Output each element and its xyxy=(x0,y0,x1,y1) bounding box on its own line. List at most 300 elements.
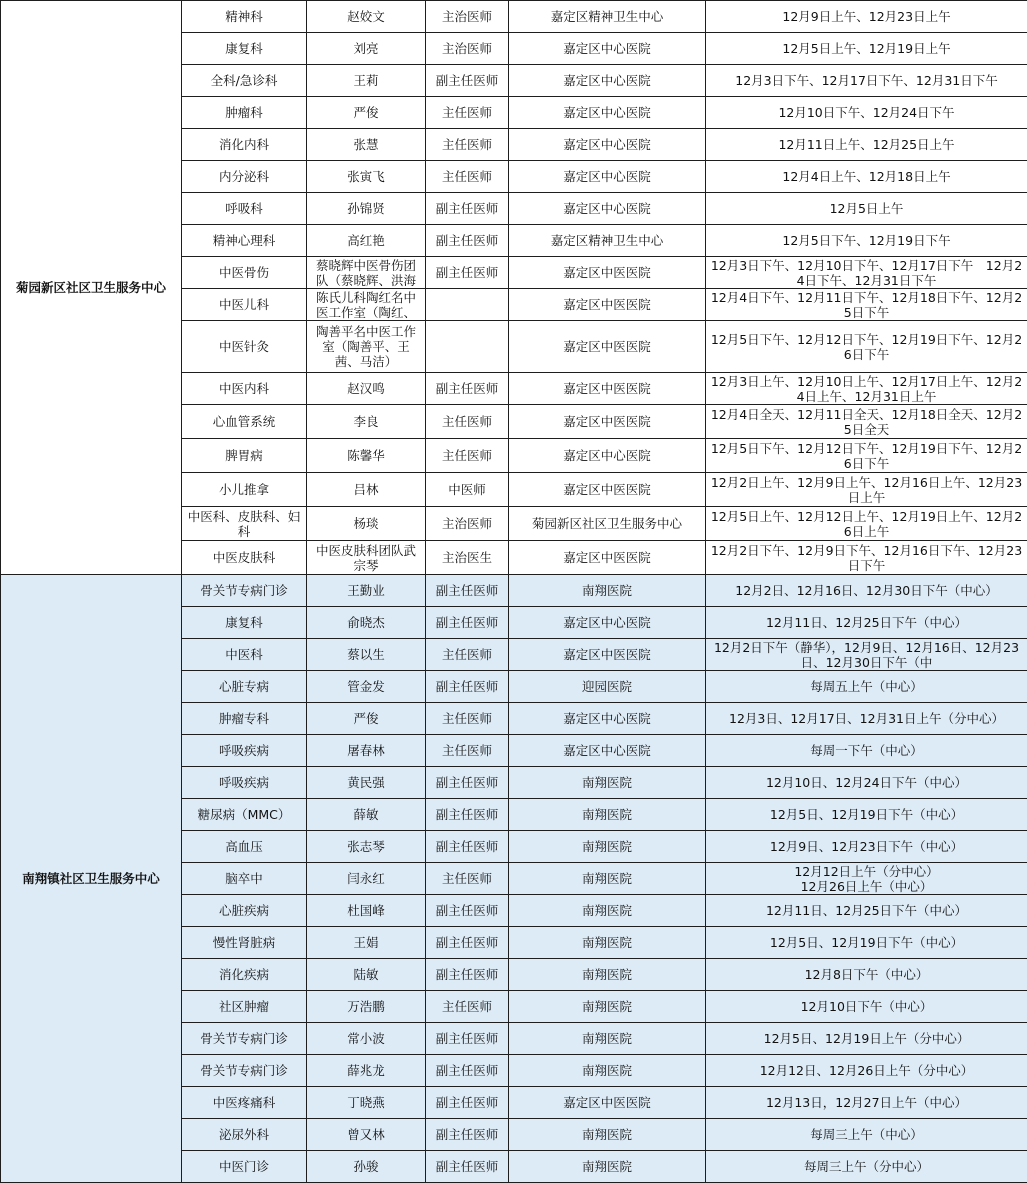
hospital-cell xyxy=(509,831,706,863)
doctor-cell xyxy=(307,507,426,541)
center-name-cell: 菊园新区社区卫生服务中心 xyxy=(1,1,182,575)
doctor-cell-text: 常小波 xyxy=(311,1031,421,1046)
department-cell-text: 中医内科 xyxy=(186,381,302,396)
hospital-cell-text: 嘉定区中医医院 xyxy=(513,414,701,429)
department-cell-text: 脾胃病 xyxy=(186,448,302,463)
doctor-cell-text: 李良 xyxy=(311,414,421,429)
title-cell-text: 副主任医师 xyxy=(430,73,504,88)
schedule-cell-text: 12月11日、12月25日下午（中心） xyxy=(710,903,1023,918)
schedule-cell-text: 每周五上午（中心） xyxy=(710,679,1023,694)
schedule-cell xyxy=(706,1023,1027,1055)
title-cell-text: 副主任医师 xyxy=(430,265,504,280)
department-cell xyxy=(182,831,307,863)
department-cell xyxy=(182,1151,307,1183)
doctor-cell-text: 管金发 xyxy=(311,679,421,694)
title-cell-text: 副主任医师 xyxy=(430,233,504,248)
schedule-cell xyxy=(706,1151,1027,1183)
hospital-cell xyxy=(509,225,706,257)
title-cell-text: 副主任医师 xyxy=(430,201,504,216)
hospital-cell xyxy=(509,289,706,321)
title-cell-text: 副主任医师 xyxy=(430,1063,504,1078)
doctor-cell xyxy=(307,405,426,439)
department-cell xyxy=(182,405,307,439)
title-cell xyxy=(426,1087,509,1119)
department-cell xyxy=(182,33,307,65)
hospital-cell-text: 南翔医院 xyxy=(513,807,701,822)
schedule-cell xyxy=(706,575,1027,607)
hospital-cell-text: 南翔医院 xyxy=(513,999,701,1014)
hospital-cell-text: 嘉定区中心医院 xyxy=(513,201,701,216)
doctor-cell xyxy=(307,959,426,991)
doctor-cell xyxy=(307,1151,426,1183)
hospital-cell xyxy=(509,1119,706,1151)
department-cell xyxy=(182,193,307,225)
department-cell-text: 中医科、皮肤科、妇科 xyxy=(186,509,302,539)
doctor-cell xyxy=(307,373,426,405)
department-cell-text: 心脏专病 xyxy=(186,679,302,694)
hospital-cell-text: 嘉定区中心医院 xyxy=(513,743,701,758)
title-cell-text: 主任医师 xyxy=(430,871,504,886)
schedule-cell-text: 12月3日下午、12月10日下午、12月17日下午 12月24日下午、12月31日下午 xyxy=(710,258,1023,288)
hospital-cell xyxy=(509,321,706,373)
hospital-cell-text: 嘉定区中医医院 xyxy=(513,265,701,280)
schedule-cell-text: 12月9日、12月23日下午（中心） xyxy=(710,839,1023,854)
doctor-cell-text: 赵汉鸣 xyxy=(311,381,421,396)
hospital-cell xyxy=(509,33,706,65)
doctor-cell-text: 黄民强 xyxy=(311,775,421,790)
schedule-cell-text: 12月2日、12月16日、12月30日下午（中心） xyxy=(710,583,1023,598)
hospital-cell xyxy=(509,863,706,895)
doctor-cell xyxy=(307,607,426,639)
department-cell-text: 中医科 xyxy=(186,647,302,662)
title-cell-text: 副主任医师 xyxy=(430,381,504,396)
hospital-cell-text: 南翔医院 xyxy=(513,967,701,982)
title-cell xyxy=(426,671,509,703)
title-cell-text: 主任医师 xyxy=(430,105,504,120)
department-cell-text: 中医皮肤科 xyxy=(186,550,302,565)
department-cell xyxy=(182,607,307,639)
schedule-cell-text: 每周三上午（中心） xyxy=(710,1127,1023,1142)
department-cell-text: 全科/急诊科 xyxy=(186,73,302,88)
hospital-cell xyxy=(509,541,706,575)
table-row xyxy=(1,1,1027,33)
schedule-cell-text: 12月4日全天、12月11日全天、12月18日全天、12月25日全天 xyxy=(710,407,1023,437)
department-cell-text: 高血压 xyxy=(186,839,302,854)
hospital-cell xyxy=(509,767,706,799)
department-cell xyxy=(182,257,307,289)
hospital-cell xyxy=(509,373,706,405)
doctor-cell-text: 吕林 xyxy=(311,482,421,497)
title-cell-text: 主任医师 xyxy=(430,448,504,463)
hospital-cell xyxy=(509,473,706,507)
title-cell xyxy=(426,1055,509,1087)
hospital-cell-text: 嘉定区中心医院 xyxy=(513,73,701,88)
doctor-cell-text: 陶善平名中医工作室（陶善平、王茜、马洁） xyxy=(311,324,421,369)
hospital-cell xyxy=(509,607,706,639)
hospital-cell xyxy=(509,1055,706,1087)
title-cell-text: 副主任医师 xyxy=(430,1031,504,1046)
schedule-cell-text: 12月2日下午、12月9日下午、12月16日下午、12月23日下午 xyxy=(710,543,1023,573)
hospital-cell-text: 南翔医院 xyxy=(513,1127,701,1142)
hospital-cell xyxy=(509,1151,706,1183)
schedule-cell xyxy=(706,225,1027,257)
schedule-cell-text: 12月5日上午、12月12日上午、12月19日上午、12月26日上午 xyxy=(710,509,1023,539)
hospital-cell xyxy=(509,575,706,607)
schedule-cell-text: 12月5日、12月19日下午（中心） xyxy=(710,935,1023,950)
title-cell-text: 主任医师 xyxy=(430,169,504,184)
title-cell-text: 主任医师 xyxy=(430,711,504,726)
title-cell-text: 主任医师 xyxy=(430,137,504,152)
department-cell xyxy=(182,1,307,33)
department-cell-text: 中医骨伤 xyxy=(186,265,302,280)
doctor-cell xyxy=(307,1119,426,1151)
department-cell xyxy=(182,895,307,927)
doctor-cell xyxy=(307,1087,426,1119)
doctor-cell xyxy=(307,321,426,373)
title-cell-text: 主任医师 xyxy=(430,743,504,758)
hospital-cell-text: 南翔医院 xyxy=(513,935,701,950)
department-cell-text: 泌尿外科 xyxy=(186,1127,302,1142)
department-cell xyxy=(182,439,307,473)
schedule-cell xyxy=(706,405,1027,439)
department-cell xyxy=(182,703,307,735)
doctor-cell-text: 陆敏 xyxy=(311,967,421,982)
doctor-cell xyxy=(307,575,426,607)
hospital-cell xyxy=(509,439,706,473)
department-cell xyxy=(182,129,307,161)
hospital-cell-text: 嘉定区中心医院 xyxy=(513,711,701,726)
doctor-cell-text: 张寅飞 xyxy=(311,169,421,184)
hospital-cell xyxy=(509,1087,706,1119)
hospital-cell-text: 南翔医院 xyxy=(513,871,701,886)
department-cell-text: 小儿推拿 xyxy=(186,482,302,497)
hospital-cell xyxy=(509,97,706,129)
hospital-cell-text: 南翔医院 xyxy=(513,839,701,854)
title-cell-text: 主任医师 xyxy=(430,647,504,662)
schedule-cell xyxy=(706,639,1027,671)
schedule-cell xyxy=(706,927,1027,959)
doctor-cell-text: 刘亮 xyxy=(311,41,421,56)
hospital-cell-text: 嘉定区中心医院 xyxy=(513,615,701,630)
title-cell xyxy=(426,129,509,161)
title-cell xyxy=(426,767,509,799)
department-cell-text: 心血管系统 xyxy=(186,414,302,429)
department-cell xyxy=(182,1087,307,1119)
schedule-cell-text: 12月3日下午、12月17日下午、12月31日下午 xyxy=(710,73,1023,88)
hospital-cell xyxy=(509,405,706,439)
department-cell-text: 中医疼痛科 xyxy=(186,1095,302,1110)
hospital-cell xyxy=(509,507,706,541)
schedule-cell-text: 12月10日下午（中心） xyxy=(710,999,1023,1014)
title-cell xyxy=(426,541,509,575)
title-cell-text: 副主任医师 xyxy=(430,679,504,694)
department-cell-text: 呼吸科 xyxy=(186,201,302,216)
title-cell xyxy=(426,895,509,927)
title-cell xyxy=(426,507,509,541)
title-cell-text: 主任医师 xyxy=(430,999,504,1014)
schedule-cell-text: 12月5日下午、12月12日下午、12月19日下午、12月26日下午 xyxy=(710,441,1023,471)
schedule-cell-text: 12月5日下午、12月12日下午、12月19日下午、12月26日下午 xyxy=(710,332,1023,362)
hospital-cell xyxy=(509,735,706,767)
title-cell-text: 副主任医师 xyxy=(430,1159,504,1174)
schedule-cell-text: 每周三上午（分中心） xyxy=(710,1159,1023,1174)
schedule-cell-text: 12月13日，12月27日上午（中心） xyxy=(710,1095,1023,1110)
title-cell xyxy=(426,1023,509,1055)
doctor-cell xyxy=(307,33,426,65)
title-cell xyxy=(426,473,509,507)
schedule-cell-text: 12月5日、12月19日上午（分中心） xyxy=(710,1031,1023,1046)
doctor-cell-text: 陈氏儿科陶红名中医工作室（陶红、 xyxy=(311,290,421,320)
department-cell xyxy=(182,1023,307,1055)
schedule-cell xyxy=(706,1087,1027,1119)
hospital-cell-text: 嘉定区中心医院 xyxy=(513,448,701,463)
doctor-cell xyxy=(307,129,426,161)
center-name-cell: 南翔镇社区卫生服务中心 xyxy=(1,575,182,1183)
doctor-cell-text: 杜国峰 xyxy=(311,903,421,918)
department-cell-text: 慢性肾脏病 xyxy=(186,935,302,950)
department-cell-text: 内分泌科 xyxy=(186,169,302,184)
schedule-cell-text: 12月4日上午、12月18日上午 xyxy=(710,169,1023,184)
department-cell xyxy=(182,289,307,321)
title-cell-text: 中医师 xyxy=(430,482,504,497)
hospital-cell-text: 嘉定区精神卫生中心 xyxy=(513,9,701,24)
title-cell xyxy=(426,863,509,895)
department-cell xyxy=(182,735,307,767)
schedule-cell xyxy=(706,33,1027,65)
department-cell xyxy=(182,97,307,129)
department-cell-text: 呼吸疾病 xyxy=(186,775,302,790)
hospital-cell xyxy=(509,193,706,225)
doctor-cell-text: 陈馨华 xyxy=(311,448,421,463)
department-cell xyxy=(182,959,307,991)
title-cell-text: 副主任医师 xyxy=(430,807,504,822)
schedule-cell xyxy=(706,129,1027,161)
schedule-cell-text: 12月11日上午、12月25日上午 xyxy=(710,137,1023,152)
hospital-cell xyxy=(509,1,706,33)
hospital-cell-text: 嘉定区中医医院 xyxy=(513,647,701,662)
hospital-cell-text: 嘉定区中心医院 xyxy=(513,137,701,152)
department-cell-text: 精神科 xyxy=(186,9,302,24)
doctor-cell xyxy=(307,895,426,927)
department-cell-text: 中医针灸 xyxy=(186,339,302,354)
title-cell xyxy=(426,225,509,257)
title-cell xyxy=(426,1,509,33)
doctor-cell-text: 蔡以生 xyxy=(311,647,421,662)
department-cell-text: 呼吸疾病 xyxy=(186,743,302,758)
schedule-cell xyxy=(706,1055,1027,1087)
title-cell-text: 副主任医师 xyxy=(430,775,504,790)
schedule-cell-text: 12月5日上午、12月19日上午 xyxy=(710,41,1023,56)
title-cell-text: 副主任医师 xyxy=(430,839,504,854)
doctor-cell-text: 王勤业 xyxy=(311,583,421,598)
schedule-cell xyxy=(706,439,1027,473)
doctor-cell xyxy=(307,831,426,863)
title-cell xyxy=(426,321,509,373)
department-cell xyxy=(182,507,307,541)
doctor-cell xyxy=(307,863,426,895)
title-cell xyxy=(426,1151,509,1183)
title-cell xyxy=(426,991,509,1023)
doctor-cell xyxy=(307,97,426,129)
hospital-cell-text: 南翔医院 xyxy=(513,1031,701,1046)
doctor-cell-text: 薛兆龙 xyxy=(311,1063,421,1078)
schedule-cell-text: 12月5日上午 xyxy=(710,201,1023,216)
hospital-cell xyxy=(509,703,706,735)
schedule-cell xyxy=(706,161,1027,193)
doctor-cell-text: 赵姣文 xyxy=(311,9,421,24)
schedule-cell xyxy=(706,671,1027,703)
doctor-cell xyxy=(307,439,426,473)
department-cell-text: 中医门诊 xyxy=(186,1159,302,1174)
title-cell-text: 主治医师 xyxy=(430,9,504,24)
hospital-cell xyxy=(509,257,706,289)
doctor-cell-text: 王娟 xyxy=(311,935,421,950)
department-cell xyxy=(182,321,307,373)
hospital-cell xyxy=(509,927,706,959)
hospital-cell xyxy=(509,161,706,193)
hospital-cell-text: 嘉定区中医医院 xyxy=(513,339,701,354)
department-cell-text: 消化疾病 xyxy=(186,967,302,982)
schedule-cell-text: 12月10日下午、12月24日下午 xyxy=(710,105,1023,120)
schedule-cell-text: 12月3日、12月17日、12月31日上午（分中心） xyxy=(710,711,1023,726)
hospital-cell-text: 南翔医院 xyxy=(513,1063,701,1078)
hospital-cell xyxy=(509,671,706,703)
hospital-cell-text: 嘉定区中心医院 xyxy=(513,169,701,184)
title-cell-text: 主治医生 xyxy=(430,550,504,565)
department-cell xyxy=(182,799,307,831)
title-cell xyxy=(426,257,509,289)
title-cell xyxy=(426,439,509,473)
department-cell xyxy=(182,991,307,1023)
schedule-cell xyxy=(706,65,1027,97)
doctor-cell-text: 闫永红 xyxy=(311,871,421,886)
doctor-cell-text: 薛敏 xyxy=(311,807,421,822)
schedule-cell-text: 12月12日、12月26日上午（分中心） xyxy=(710,1063,1023,1078)
doctor-cell-text: 蔡晓辉中医骨伤团队（蔡晓辉、洪海 xyxy=(311,258,421,288)
title-cell-text: 主治医师 xyxy=(430,516,504,531)
hospital-cell xyxy=(509,129,706,161)
department-cell-text: 骨关节专病门诊 xyxy=(186,1031,302,1046)
doctor-cell xyxy=(307,541,426,575)
table-row xyxy=(1,575,1027,607)
schedule-cell xyxy=(706,767,1027,799)
hospital-cell xyxy=(509,639,706,671)
title-cell xyxy=(426,289,509,321)
schedule-cell xyxy=(706,97,1027,129)
doctor-cell xyxy=(307,225,426,257)
schedule-cell-text: 12月2日下午（静华），12月9日、12月16日、12月23日、12月30日下午（中 xyxy=(710,640,1023,670)
title-cell xyxy=(426,33,509,65)
title-cell xyxy=(426,927,509,959)
schedule-cell xyxy=(706,321,1027,373)
hospital-cell-text: 嘉定区中心医院 xyxy=(513,105,701,120)
schedule-cell xyxy=(706,289,1027,321)
department-cell-text: 肿瘤科 xyxy=(186,105,302,120)
department-cell-text: 社区肿瘤 xyxy=(186,999,302,1014)
doctor-cell-text: 杨琰 xyxy=(311,516,421,531)
doctor-cell-text: 王莉 xyxy=(311,73,421,88)
hospital-cell-text: 迎园医院 xyxy=(513,679,701,694)
department-cell-text: 康复科 xyxy=(186,615,302,630)
schedule-cell-text: 12月4日下午、12月11日下午、12月18日下午、12月25日下午 xyxy=(710,290,1023,320)
doctor-cell-text: 严俊 xyxy=(311,711,421,726)
hospital-cell-text: 嘉定区中医医院 xyxy=(513,297,701,312)
schedule-cell xyxy=(706,607,1027,639)
title-cell xyxy=(426,799,509,831)
schedule-cell-text: 12月10日、12月24日下午（中心） xyxy=(710,775,1023,790)
department-cell xyxy=(182,1119,307,1151)
department-cell xyxy=(182,639,307,671)
title-cell xyxy=(426,735,509,767)
schedule-cell xyxy=(706,373,1027,405)
title-cell xyxy=(426,405,509,439)
department-cell xyxy=(182,863,307,895)
schedule-cell xyxy=(706,959,1027,991)
title-cell xyxy=(426,607,509,639)
schedule-cell xyxy=(706,1,1027,33)
schedule-cell-text: 12月5日、12月19日下午（中心） xyxy=(710,807,1023,822)
doctor-cell-text: 曾又林 xyxy=(311,1127,421,1142)
doctor-cell-text: 孙锦贤 xyxy=(311,201,421,216)
schedule-cell-text: 12月5日下午、12月19日下午 xyxy=(710,233,1023,248)
doctor-cell xyxy=(307,289,426,321)
hospital-cell-text: 嘉定区中医医院 xyxy=(513,381,701,396)
schedule-cell-text: 每周一下午（中心） xyxy=(710,743,1023,758)
schedule-cell xyxy=(706,541,1027,575)
title-cell xyxy=(426,65,509,97)
schedule-cell xyxy=(706,895,1027,927)
doctor-cell xyxy=(307,767,426,799)
department-cell-text: 康复科 xyxy=(186,41,302,56)
doctor-cell xyxy=(307,639,426,671)
hospital-cell-text: 南翔医院 xyxy=(513,903,701,918)
department-cell-text: 糖尿病（MMC） xyxy=(186,807,302,822)
doctor-cell-text: 严俊 xyxy=(311,105,421,120)
schedule-cell-text: 12月2日上午、12月9日上午、12月16日上午、12月23日上午 xyxy=(710,475,1023,505)
doctor-cell-text: 俞晓杰 xyxy=(311,615,421,630)
doctor-cell-text: 万浩鹏 xyxy=(311,999,421,1014)
hospital-cell xyxy=(509,959,706,991)
department-cell-text: 骨关节专病门诊 xyxy=(186,1063,302,1078)
doctor-cell xyxy=(307,1,426,33)
schedule-cell xyxy=(706,473,1027,507)
title-cell xyxy=(426,639,509,671)
department-cell xyxy=(182,65,307,97)
schedule-cell xyxy=(706,831,1027,863)
hospital-cell xyxy=(509,991,706,1023)
title-cell xyxy=(426,161,509,193)
title-cell-text: 副主任医师 xyxy=(430,967,504,982)
schedule-cell xyxy=(706,799,1027,831)
doctor-cell-text: 丁晓燕 xyxy=(311,1095,421,1110)
title-cell xyxy=(426,373,509,405)
department-cell-text: 脑卒中 xyxy=(186,871,302,886)
schedule-cell xyxy=(706,863,1027,895)
department-cell-text: 肿瘤专科 xyxy=(186,711,302,726)
doctor-cell xyxy=(307,799,426,831)
doctor-cell xyxy=(307,927,426,959)
doctor-cell xyxy=(307,991,426,1023)
hospital-cell-text: 南翔医院 xyxy=(513,583,701,598)
title-cell-text: 主任医师 xyxy=(430,414,504,429)
schedule-cell xyxy=(706,257,1027,289)
doctor-cell xyxy=(307,473,426,507)
department-cell xyxy=(182,373,307,405)
department-cell-text: 心脏疾病 xyxy=(186,903,302,918)
schedule-cell xyxy=(706,703,1027,735)
department-cell xyxy=(182,473,307,507)
hospital-cell xyxy=(509,65,706,97)
